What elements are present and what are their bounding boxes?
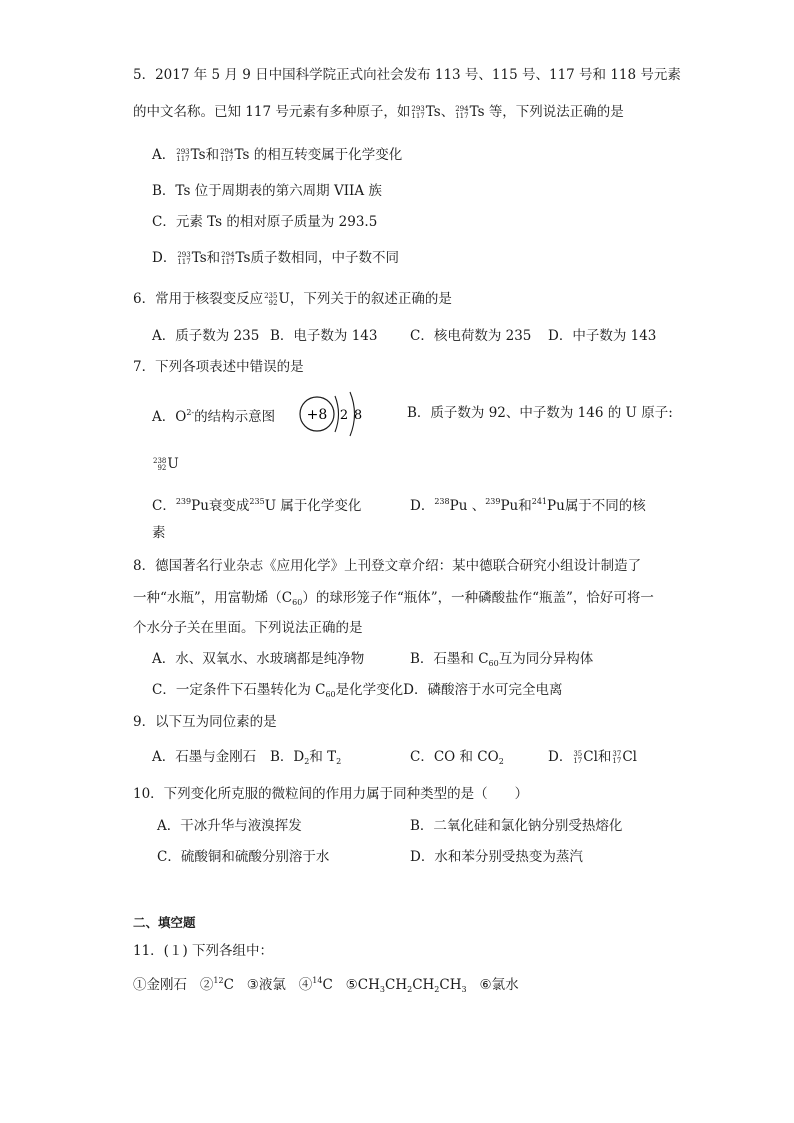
q7-option-a: A．$O^{2-}$的结构示意图 — [152, 408, 276, 425]
q7-option-c: C．$^{239}$Pu衰变成$^{235}$U 属于化学变化 — [152, 497, 362, 514]
q9-option-a: A．石墨与金刚石 — [152, 749, 257, 765]
q11-stem: 11．(１) 下列各组中： — [133, 943, 274, 959]
q11-item-4: ④$^{14}$C — [298, 976, 333, 993]
q8-option-c: C．一定条件下石墨转化为 $C_{60}$是化学变化D．磷酸溶于水可完全电离 — [152, 682, 563, 699]
q5-stem-line2-a: 的中文名称。已知 117 号元素有多种原子，如 — [133, 104, 411, 120]
q10-option-c: C．硫酸铜和硫酸分别溶于水 — [157, 849, 330, 865]
q8-stem-line1: 8．德国著名行业杂志《应用化学》上刊登文章介绍：某中德联合研究小组设计制造了 — [133, 558, 642, 574]
q5-stem-line1: 5．2017 年 5 月 9 日中国科学院正式向社会发布 113 号、115 号、117 号和 118 号元素 — [133, 67, 681, 83]
q5-option-c: C．元素 Ts 的相对原子质量为 293.5 — [152, 214, 378, 230]
q11-item-3: ③液氯 — [246, 977, 286, 993]
q9-option-d: D． 35 17 Cl和 37 17 Cl — [548, 749, 637, 765]
section-title: 二、填空题 — [133, 915, 196, 930]
o2-structure-diagram — [295, 390, 370, 438]
q11-items — [133, 972, 519, 999]
q9-stem: 9．以下互为同位素的是 — [133, 714, 277, 730]
q5-option-a: A． 293 117 Ts和 294 117 Ts 的相互转变属于化学变化 — [152, 147, 403, 163]
q9-option-b: B．$D_2$和 $T_2$ — [270, 749, 342, 766]
q10-option-a: A．干冰升华与液溴挥发 — [157, 818, 302, 834]
q6-option-a: A．质子数为 235 — [152, 328, 260, 344]
q5-symbol-2: Ts — [469, 104, 485, 120]
q6-option-c: C．核电荷数为 235 — [410, 328, 532, 344]
q11-item-2: ②$^{12}$C — [199, 976, 234, 993]
q7-option-d: D．$^{238}$Pu 、$^{239}$Pu和$^{241}$Pu属于不同的核 — [410, 497, 646, 514]
shell-2-count: 8 — [353, 408, 363, 423]
q8-option-a: A．水、双氧水、水玻璃都是纯净物 — [152, 651, 365, 667]
nucleus-charge: +8 — [306, 407, 328, 423]
q11-item-1: ①金刚石 — [133, 977, 187, 993]
q5-stem-line2 — [133, 103, 624, 121]
q8-option-b: B．石墨和 $C_{60}$互为同分异构体 — [410, 651, 594, 668]
q10-option-b: B．二氧化硅和氯化钠分别受热熔化 — [410, 818, 623, 834]
shell-arc-1 — [335, 396, 339, 432]
q7-option-d-continued: 素 — [152, 525, 166, 541]
q8-stem-line2: 一种“水瓶”，用富勒烯$(C_{60})$的球形笼子作“瓶体”，一种磷酸盐作“瓶盖”，恰好可将一 — [133, 590, 654, 607]
q11-item-5: $⑤CH_3CH_2CH_2CH_3$ — [345, 977, 467, 994]
q5-stem-line2-b: 等，下列说法正确的是 — [488, 104, 624, 120]
shell-1-count: 2 — [339, 408, 349, 423]
q5-symbol: Ts — [425, 104, 441, 120]
q7-option-b: B．质子数为 92、中子数为 146 的 U 原子: — [407, 405, 673, 421]
q7-stem: 7．下列各项表述中错误的是 — [133, 359, 304, 375]
q7-option-b-symbol: 238 92 U — [153, 456, 179, 472]
q10-stem: 10．下列变化所克服的微粒间的作用力属于同种类型的是（ ） — [133, 786, 529, 802]
q5-isotope-294: 294 117 — [455, 104, 469, 120]
q10-option-d: D．水和苯分别受热变为蒸汽 — [410, 849, 583, 865]
q6-option-d: D．中子数为 143 — [548, 328, 657, 344]
q11-item-6: ⑥氯水 — [479, 977, 519, 993]
q6-option-b: B．电子数为 143 — [270, 328, 378, 344]
q9-option-c: C．CO 和 $CO_2$ — [410, 749, 504, 766]
q8-stem-line3: 个水分子关在里面。下列说法正确的是 — [133, 620, 363, 636]
q6-stem: 6．常用于核裂变反应 235 92 U，下列关于的叙述正确的是 — [133, 291, 452, 307]
q8-option-d: D．磷酸溶于水可完全电离 — [403, 682, 563, 698]
q5-option-d: D． 293 117 Ts和 294 117 Ts质子数相同，中子数不同 — [152, 250, 399, 266]
q5-option-b: B．Ts 位于周期表的第六周期 VIIA 族 — [152, 183, 382, 199]
q5-isotope-293: 293 117 — [411, 104, 425, 120]
q5-sep: 、 — [440, 104, 455, 120]
